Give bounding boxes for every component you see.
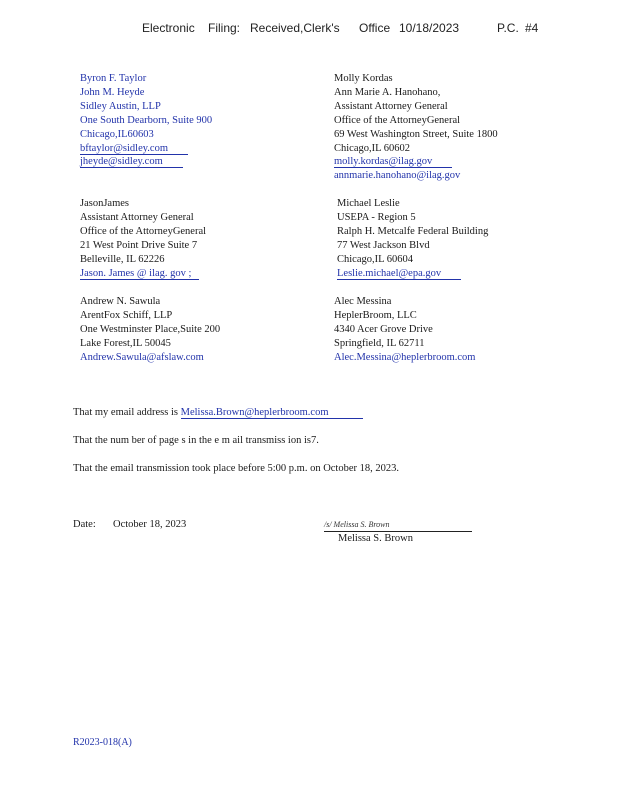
recipient-line: Sidley Austin, LLP [80, 100, 161, 112]
recipient-line: One Westminster Place,Suite 200 [80, 323, 221, 335]
recipient-leslie [337, 197, 488, 280]
recipient-line: Alec Messina [334, 296, 392, 307]
recipient-line: 4340 Acer Grove Drive [334, 323, 433, 335]
recipient-line: Lake Forest,IL 50045 [80, 337, 171, 349]
recipient-line: Chicago,IL60603 [80, 128, 154, 140]
recipient-line: Office of the AttorneyGeneral [80, 225, 207, 237]
recipient-line: Andrew N. Sawula [80, 296, 161, 307]
sender-email-link[interactable]: Melissa.Brown@heplerbroom.com [181, 407, 363, 419]
header-received: Received,Clerk's [250, 21, 340, 35]
recipient-line: Michael Leslie [337, 198, 400, 209]
recipient-line: Assistant Attorney General [334, 100, 448, 112]
header-office: Office [359, 21, 391, 35]
recipient-line: Byron F. Taylor [80, 73, 147, 84]
header-electronic: Electronic [142, 21, 195, 35]
date-line [73, 519, 186, 530]
header-pc-number: #4 [525, 21, 539, 35]
recipient-line: Chicago,IL 60604 [337, 253, 414, 265]
email-link[interactable]: jheyde@sidley.com [80, 156, 183, 168]
email-link[interactable]: annmarie.hanohano@ilag.gov [334, 170, 461, 182]
recipient-messina [334, 295, 475, 365]
recipient-line: John M. Heyde [80, 86, 145, 98]
recipient-line: 21 West Point Drive Suite 7 [80, 239, 198, 251]
recipient-line: HeplerBroom, LLC [334, 309, 417, 321]
signature-line: /s/ Melissa S. Brown [324, 520, 472, 532]
recipient-line: ArentFox Schiff, LLP [80, 309, 173, 321]
email-link[interactable]: Jason. James @ ilag. gov ; [80, 268, 199, 280]
recipient-line: Molly Kordas [334, 73, 393, 84]
recipient-james [80, 197, 206, 280]
header-filing: Filing: [208, 21, 241, 35]
header-date: 10/18/2023 [399, 21, 460, 35]
recipient-line: Ann Marie A. Hanohano, [334, 86, 441, 98]
signer-name: Melissa S. Brown [338, 533, 413, 544]
statement-pages: That the num ber of page s in the e m ail transmiss ion is7. [73, 435, 319, 446]
statement-email [73, 407, 363, 418]
header-pc: P.C. [497, 21, 519, 35]
recipient-sawula [80, 295, 220, 365]
recipient-line: Assistant Attorney General [80, 211, 194, 223]
email-link[interactable]: Leslie.michael@epa.gov [337, 268, 461, 280]
email-link[interactable]: bftaylor@sidley.com [80, 143, 188, 155]
recipient-kordas [334, 72, 498, 183]
recipient-line: Office of the AttorneyGeneral [334, 114, 461, 126]
statement-email-prefix: That my email address is [73, 407, 178, 418]
recipient-line: Chicago,IL 60602 [334, 142, 411, 154]
recipient-taylor [80, 72, 212, 169]
email-link[interactable]: molly.kordas@ilag.gov [334, 156, 452, 168]
email-link[interactable]: Alec.Messina@heplerbroom.com [334, 351, 476, 363]
recipient-line: USEPA - Region 5 [337, 211, 416, 223]
docket-code: R2023-018(A) [73, 737, 132, 748]
date-label: Date: [73, 519, 96, 530]
recipient-line: 69 West Washington Street, Suite 1800 [334, 128, 498, 140]
filing-header [0, 21, 618, 37]
recipient-line: Ralph H. Metcalfe Federal Building [337, 225, 489, 237]
statement-time: That the email transmission took place before 5:00 p.m. on October 18, 2023. [73, 463, 400, 474]
date-value: October 18, 2023 [113, 519, 187, 530]
email-link[interactable]: Andrew.Sawula@afslaw.com [80, 351, 204, 363]
recipient-line: JasonJames [80, 198, 129, 209]
recipient-line: Springfield, IL 62711 [334, 337, 425, 349]
recipient-line: One South Dearborn, Suite 900 [80, 114, 213, 126]
recipient-line: 77 West Jackson Blvd [337, 239, 430, 251]
recipient-line: Belleville, IL 62226 [80, 253, 165, 265]
